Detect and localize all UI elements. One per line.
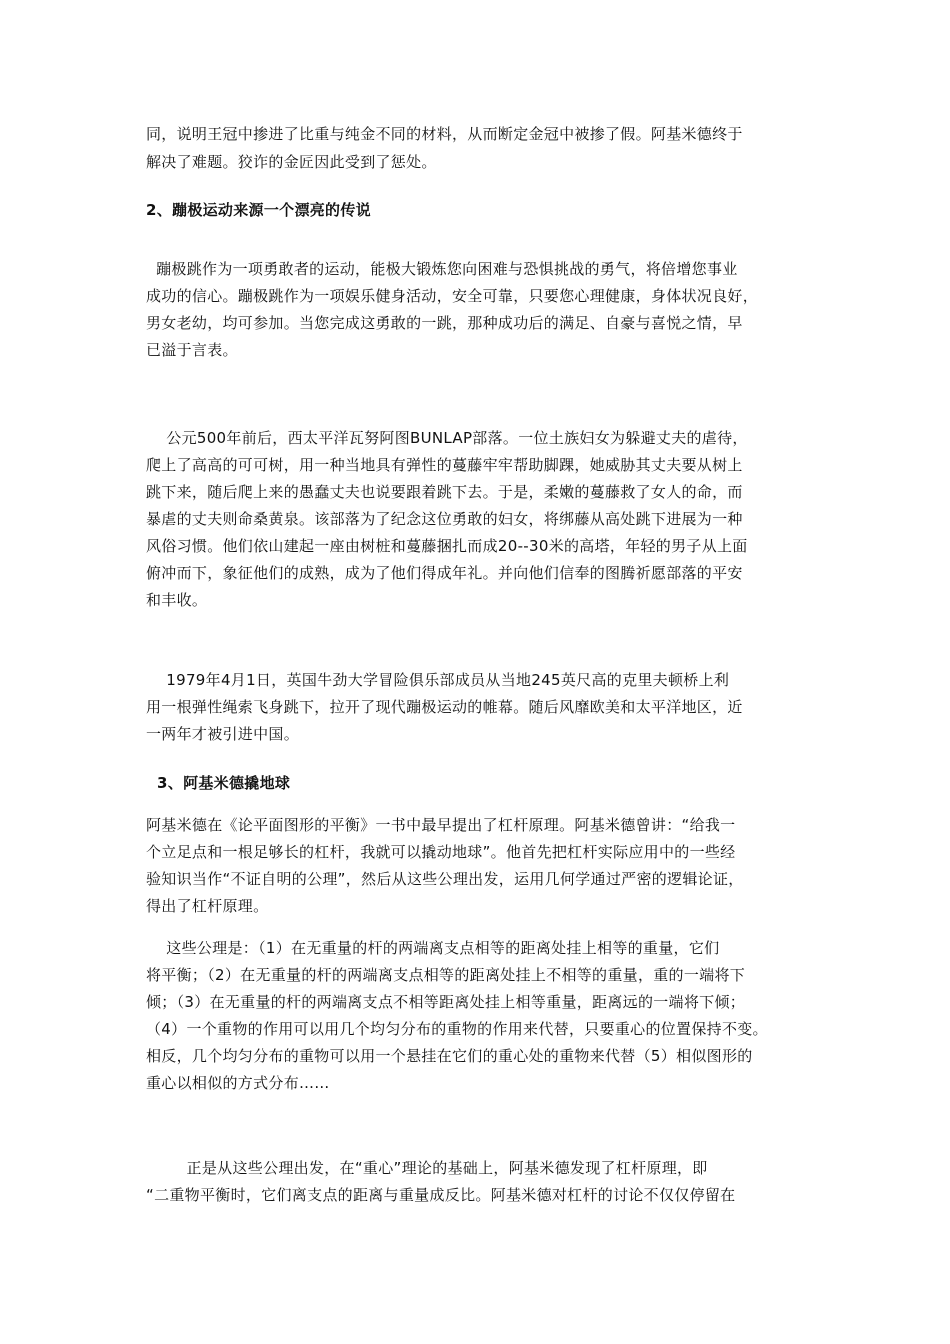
paragraph-line: 验知识当作“不证自明的公理”，然后从这些公理出发，运用几何学通过严密的逻辑论证， [146,870,744,888]
paragraph-line: “二重物平衡时，它们离支点的距离与重量成反比。阿基米德对杠杆的讨论不仅仅停留在 [146,1186,736,1204]
paragraph-line: 倾；（3）在无重量的杆的两端离支点不相等距离处挂上相等重量，距离远的一端将下倾； [146,993,746,1011]
paragraph-line: 蹦极跳作为一项勇敢者的运动，能极大锻炼您向困难与恐惧挑战的勇气，将倍增您事业 [146,260,738,278]
paragraph-line: 重心以相似的方式分布…… [146,1074,330,1092]
section-heading: 2、蹦极运动来源一个漂亮的传说 [146,201,371,219]
paragraph-line: （4）一个重物的作用可以用几个均匀分布的重物的作用来代替，只要重心的位置保持不变。 [146,1020,768,1038]
paragraph-line: 用一根弹性绳索飞身跳下，拉开了现代蹦极运动的帷幕。随后风靡欧美和太平洋地区，近 [146,698,743,716]
paragraph-line: 男女老幼，均可参加。当您完成这勇敢的一跳，那种成功后的满足、自豪与喜悦之情，早 [146,314,743,332]
paragraph-line: 1979年4月1日，英国牛劲大学冒险俱乐部成员从当地245英尺高的克里夫顿桥上利 [146,671,730,689]
paragraph-line: 解决了难题。狡诈的金匠因此受到了惩处。 [146,153,437,171]
section-heading: 3、阿基米德撬地球 [146,774,291,792]
paragraph-line: 成功的信心。蹦极跳作为一项娱乐健身活动，安全可靠，只要您心理健康，身体状况良好， [146,287,759,305]
paragraph-line: 已溢于言表。 [146,341,238,359]
paragraph-line: 跳下来，随后爬上来的愚蠢丈夫也说要跟着跳下去。于是，柔嫩的蔓藤救了女人的命，而 [146,483,743,501]
paragraph-line: 这些公理是：（1）在无重量的杆的两端离支点相等的距离处挂上相等的重量，它们 [146,939,720,957]
paragraph-line: 个立足点和一根足够长的杠杆，我就可以撬动地球”。他首先把杠杆实际应用中的一些经 [146,843,736,861]
paragraph-line: 和丰收。 [146,591,208,609]
paragraph-line: 暴虐的丈夫则命桑黄泉。该部落为了纪念这位勇敢的妇女，将绑藤从高处跳下进展为一种 [146,510,743,528]
paragraph-line: 阿基米德在《论平面图形的平衡》一书中最早提出了杠杆原理。阿基米德曾讲：“给我一 [146,816,736,834]
paragraph-line: 同，说明王冠中掺进了比重与纯金不同的材料，从而断定金冠中被掺了假。阿基米德终于 [146,125,743,143]
paragraph-line: 爬上了高高的可可树，用一种当地具有弹性的蔓藤牢牢帮助脚踝，她威胁其丈夫要从树上 [146,456,743,474]
paragraph-line: 得出了杠杆原理。 [146,897,269,915]
paragraph-line: 相反，几个均匀分布的重物可以用一个悬挂在它们的重心处的重物来代替（5）相似图形的 [146,1047,753,1065]
paragraph-line: 风俗习惯。他们依山建起一座由树桩和蔓藤捆扎而成20--30米的高塔，年轻的男子从上面 [146,537,748,555]
paragraph-line: 俯冲而下，象征他们的成熟，成为了他们得成年礼。并向他们信奉的图腾祈愿部落的平安 [146,564,743,582]
paragraph-line: 一两年才被引进中国。 [146,725,300,743]
paragraph-line: 将平衡；（2）在无重量的杆的两端离支点相等的距离处挂上不相等的重量，重的一端将下 [146,966,746,984]
paragraph-line: 公元500年前后，西太平洋瓦努阿图BUNLAP部落。一位土族妇女为躲避丈夫的虐待， [146,429,748,447]
paragraph-line: 正是从这些公理出发，在“重心”理论的基础上，阿基米德发现了杠杆原理，即 [146,1159,708,1177]
